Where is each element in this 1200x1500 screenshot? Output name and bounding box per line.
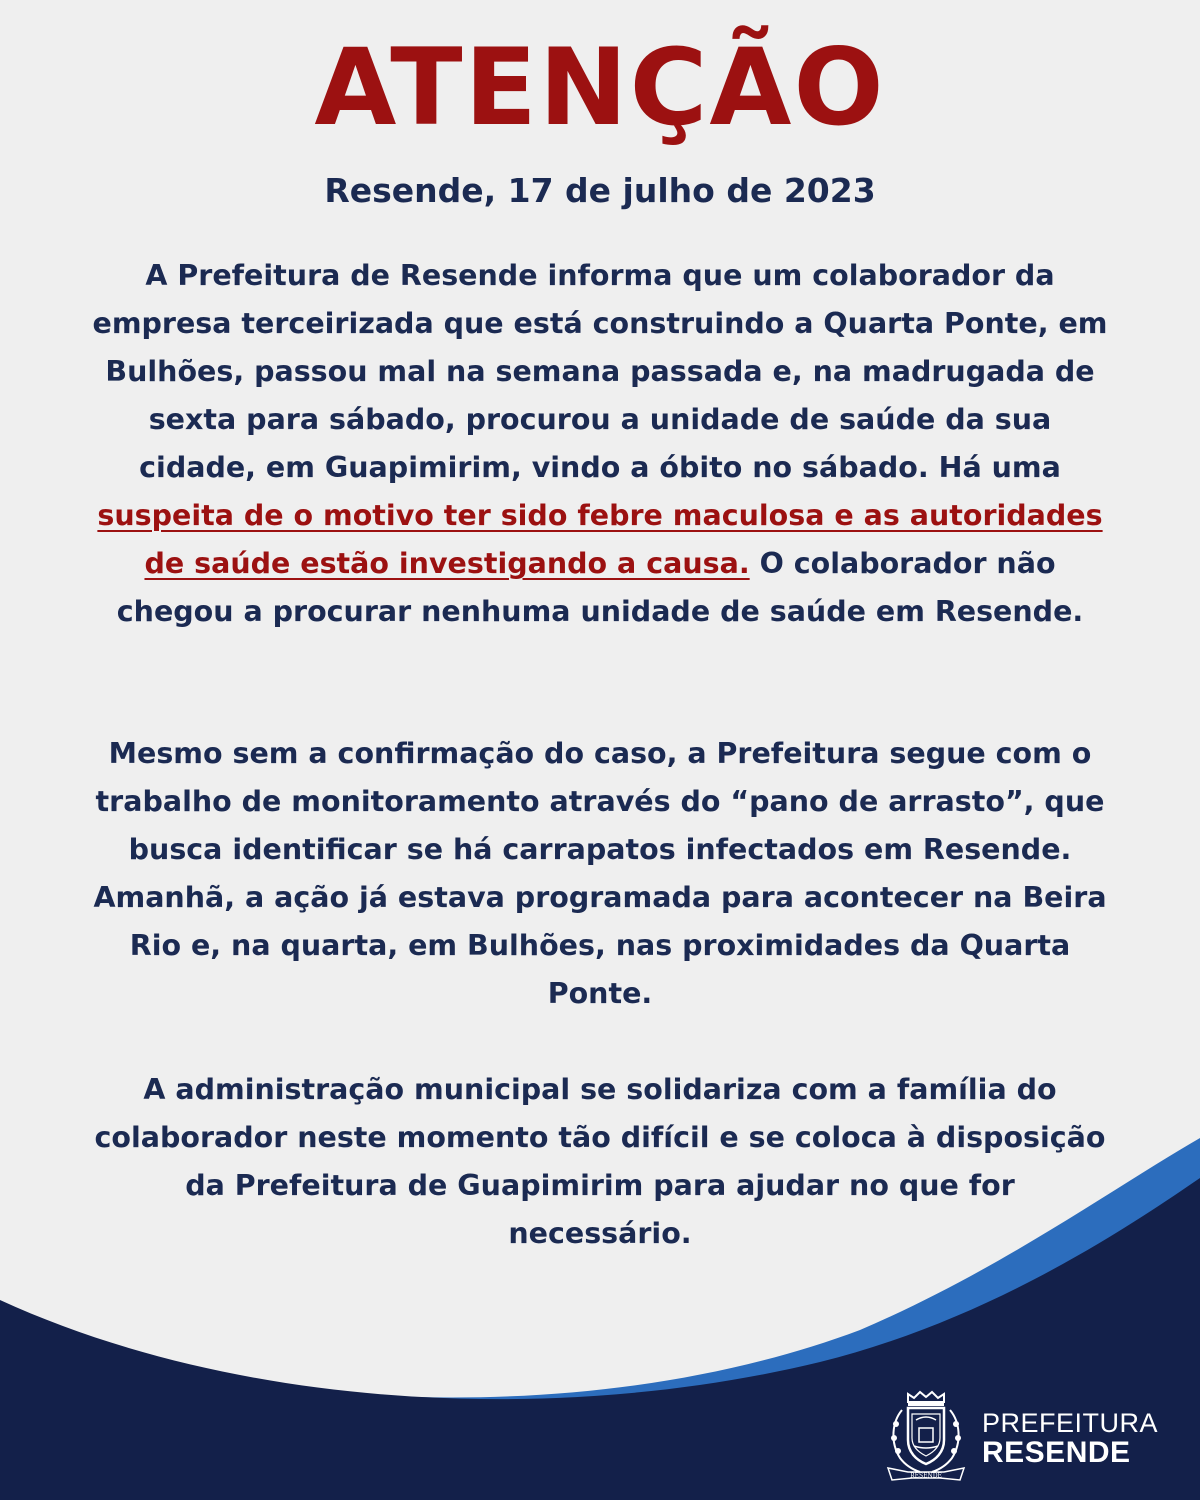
prefeitura-logo	[878, 1388, 1168, 1488]
paragraph-1-text-start: A Prefeitura de Resende informa que um colaborador da empresa terceirizada que está construindo a Quarta Ponte, em Bulhões, passou mal na semana passada e, na madrugada de sexta para sábado, procurou a unidade de saúde da sua cidade, em Guapimirim, vindo a óbito no sábado. Há uma	[92, 259, 1108, 484]
coat-of-arms-icon	[878, 1388, 974, 1484]
brand-line-2: RESENDE	[982, 1436, 1131, 1469]
paragraph-3: A administração municipal se solidariza com a família do colaborador neste momento tão difícil e se coloca à disposição da Prefeitura de Guapimirim para ajudar no que for necessário.	[94, 1073, 1106, 1250]
paragraph-1-text-end: O colaborador não chegou a procurar nenhuma unidade de saúde em Resende.	[116, 547, 1084, 628]
paragraph-1	[90, 252, 1110, 636]
page-title: ATENÇÃO	[314, 26, 886, 149]
brand-line-1: PREFEITURA	[982, 1408, 1159, 1438]
date-line: Resende, 17 de julho de 2023	[324, 171, 876, 210]
paragraph-2: Mesmo sem a confirmação do caso, a Prefeitura segue com o trabalho de monitoramento através do “pano de arrasto”, que busca identificar se há carrapatos infectados em Resende. Amanhã, a ação já estava programada para acontecer na Beira Rio e, na quarta, em Bulhões, nas proximidades da Quarta Ponte.	[93, 737, 1107, 1010]
paragraph-1-highlight: suspeita de o motivo ter sido febre maculosa e as autoridades de saúde estão investigando a causa.	[97, 499, 1103, 580]
crest-ribbon-text: RESENDE	[910, 1472, 942, 1480]
